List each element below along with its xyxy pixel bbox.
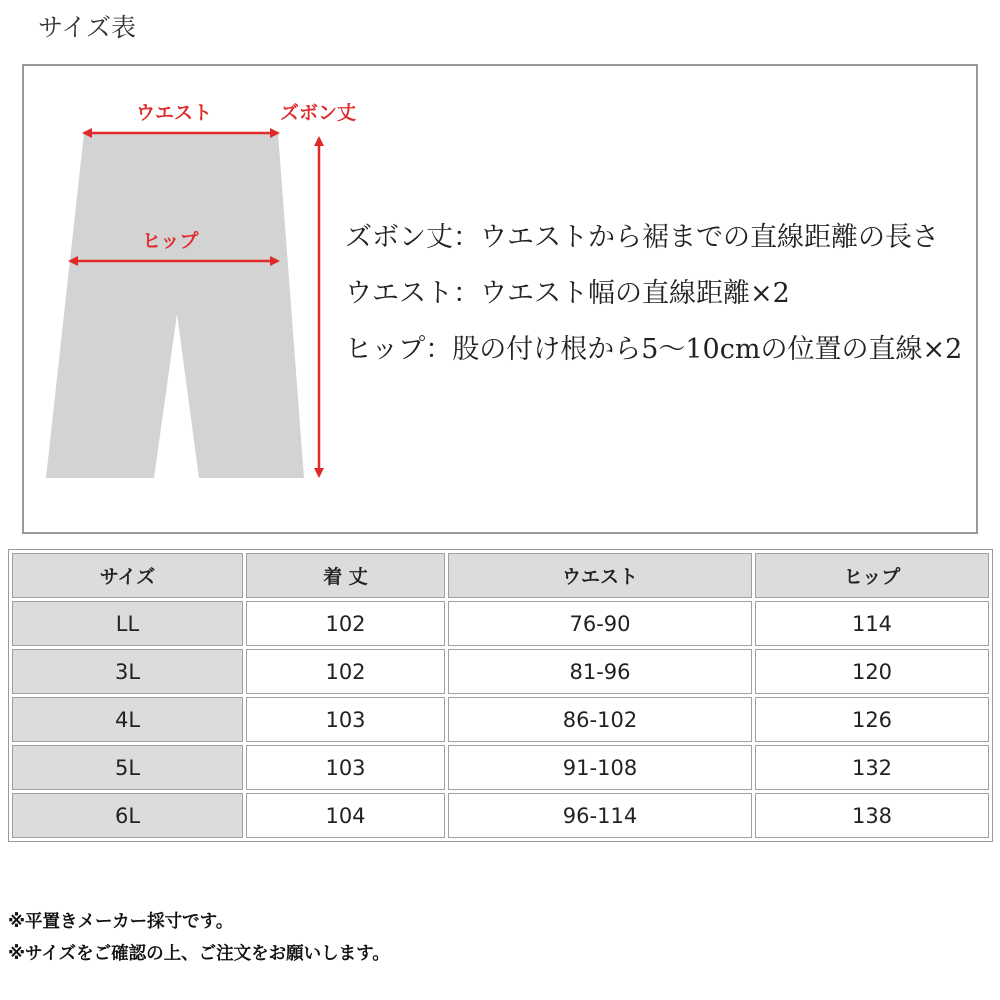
size-table [8, 549, 993, 842]
pants-silhouette [46, 133, 304, 478]
length-description: ズボン丈：ウエストから裾までの直線距離の長さ [345, 222, 939, 253]
table-row [12, 793, 989, 838]
waist-description: ウエスト：ウエスト幅の直線距離×2 [345, 278, 790, 309]
header-size: サイズ [12, 553, 243, 598]
hip-cell: 132 [755, 745, 989, 790]
waist-cell: 81-96 [448, 649, 752, 694]
table-row [12, 697, 989, 742]
footnote-measurement: ※平置きメーカー採寸です。 [8, 912, 234, 932]
hip-label: ヒップ [142, 230, 199, 252]
hip-cell: 120 [755, 649, 989, 694]
waist-cell: 76-90 [448, 601, 752, 646]
header-hip: ヒップ [755, 553, 989, 598]
table-row [12, 745, 989, 790]
size-cell: LL [12, 601, 243, 646]
header-waist: ウエスト [448, 553, 752, 598]
hip-cell: 114 [755, 601, 989, 646]
table-row [12, 601, 989, 646]
length-label: ズボン丈 [280, 102, 357, 124]
waist-label: ウエスト [136, 102, 213, 124]
length-cell: 103 [246, 697, 445, 742]
size-cell: 4L [12, 697, 243, 742]
header-length: 着 丈 [246, 553, 445, 598]
page-title: サイズ表 [38, 13, 137, 42]
length-cell: 102 [246, 601, 445, 646]
size-cell: 5L [12, 745, 243, 790]
table-header-row [12, 553, 989, 598]
size-cell: 6L [12, 793, 243, 838]
waist-cell: 96-114 [448, 793, 752, 838]
footnotes [8, 906, 390, 970]
length-cell: 102 [246, 649, 445, 694]
length-cell: 104 [246, 793, 445, 838]
size-cell: 3L [12, 649, 243, 694]
table-row [12, 649, 989, 694]
hip-description: ヒップ：股の付け根から5～10cmの位置の直線×2 [345, 334, 963, 365]
hip-cell: 138 [755, 793, 989, 838]
waist-cell: 91-108 [448, 745, 752, 790]
hip-cell: 126 [755, 697, 989, 742]
length-cell: 103 [246, 745, 445, 790]
footnote-confirm: ※サイズをご確認の上、ご注文をお願いします。 [8, 944, 390, 964]
measurement-descriptions [345, 218, 962, 386]
waist-cell: 86-102 [448, 697, 752, 742]
